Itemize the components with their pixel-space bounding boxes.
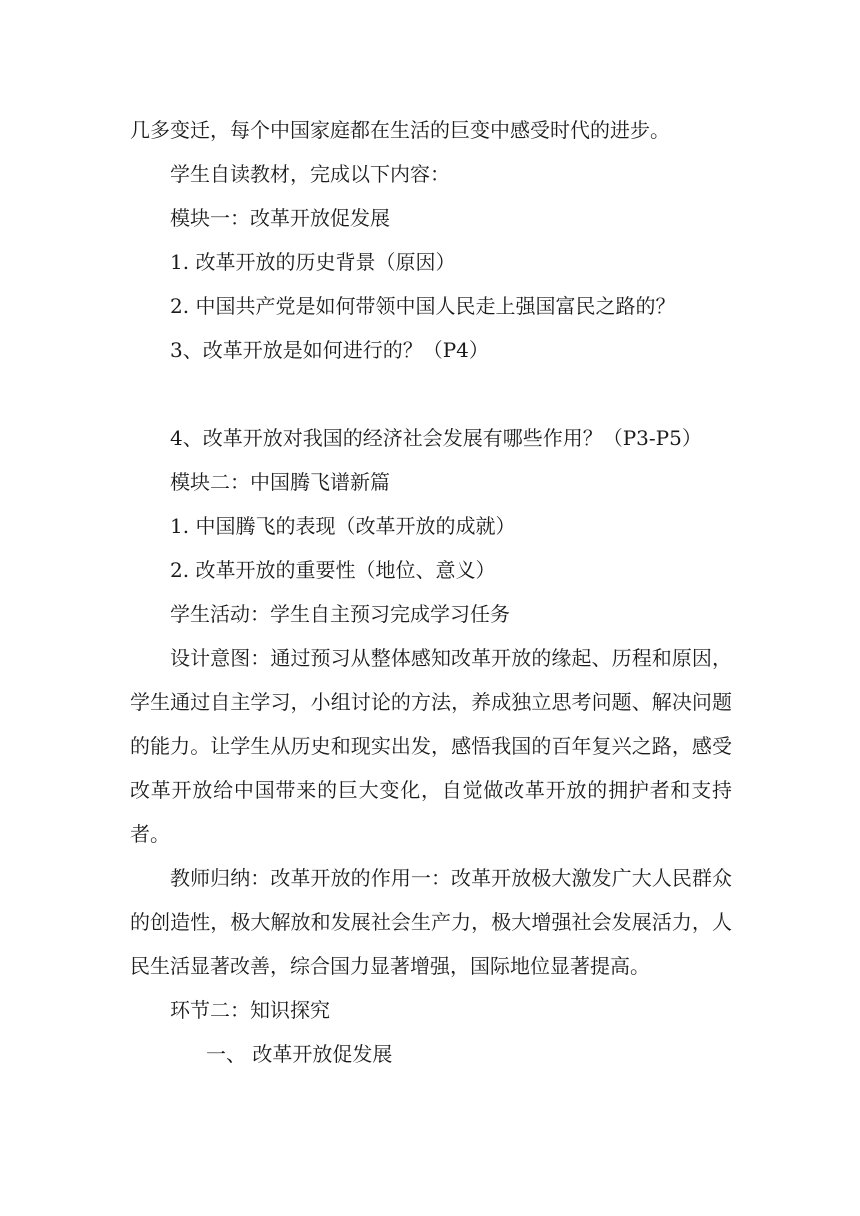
paragraph-instruction: 学生自读教材，完成以下内容：	[170, 162, 450, 186]
section-two-title: 环节二：知识探究	[170, 998, 330, 1022]
teacher-summary: 教师归纳：改革开放的作用一：改革开放极大激发广大人民群众的创造性，极大解放和发展社会生产力，极大增强社会发展活力，人民生活显著改善，综合国力显著增强，国际地位显著提高。	[130, 866, 732, 978]
module-two-item-1: 1. 中国腾飞的表现（改革开放的成就）	[170, 514, 516, 538]
blank-line	[130, 372, 732, 416]
question-2: 2. 中国共产党是如何带领中国人民走上强国富民之路的？	[170, 294, 676, 318]
question-1: 1. 改革开放的历史背景（原因）	[170, 250, 456, 274]
module-two-item-2: 2. 改革开放的重要性（地位、意义）	[170, 558, 496, 582]
design-intent: 设计意图：通过预习从整体感知改革开放的缘起、历程和原因，学生通过自主学习，小组讨论的方法，养成独立思考问题、解决问题的能力。让学生从历史和现实出发，感悟我国的百年复兴之路，感受改革开放给中国带来的巨大变化，自觉做改革开放的拥护者和支持者。	[130, 646, 732, 846]
module-one-title: 模块一：改革开放促发展	[170, 206, 390, 230]
paragraph-continuation: 几多变迁，每个中国家庭都在生活的巨变中感受时代的进步。	[130, 118, 670, 142]
student-activity: 学生活动：学生自主预习完成学习任务	[170, 602, 510, 626]
question-3: 3、改革开放是如何进行的？（P4）	[170, 338, 489, 362]
module-two-title: 模块二：中国腾飞谱新篇	[170, 470, 390, 494]
document-page	[130, 108, 732, 1076]
heading-reform-development: 一、 改革开放促发展	[206, 1042, 393, 1066]
question-4: 4、改革开放对我国的经济社会发展有哪些作用？（P3-P5）	[170, 426, 702, 450]
